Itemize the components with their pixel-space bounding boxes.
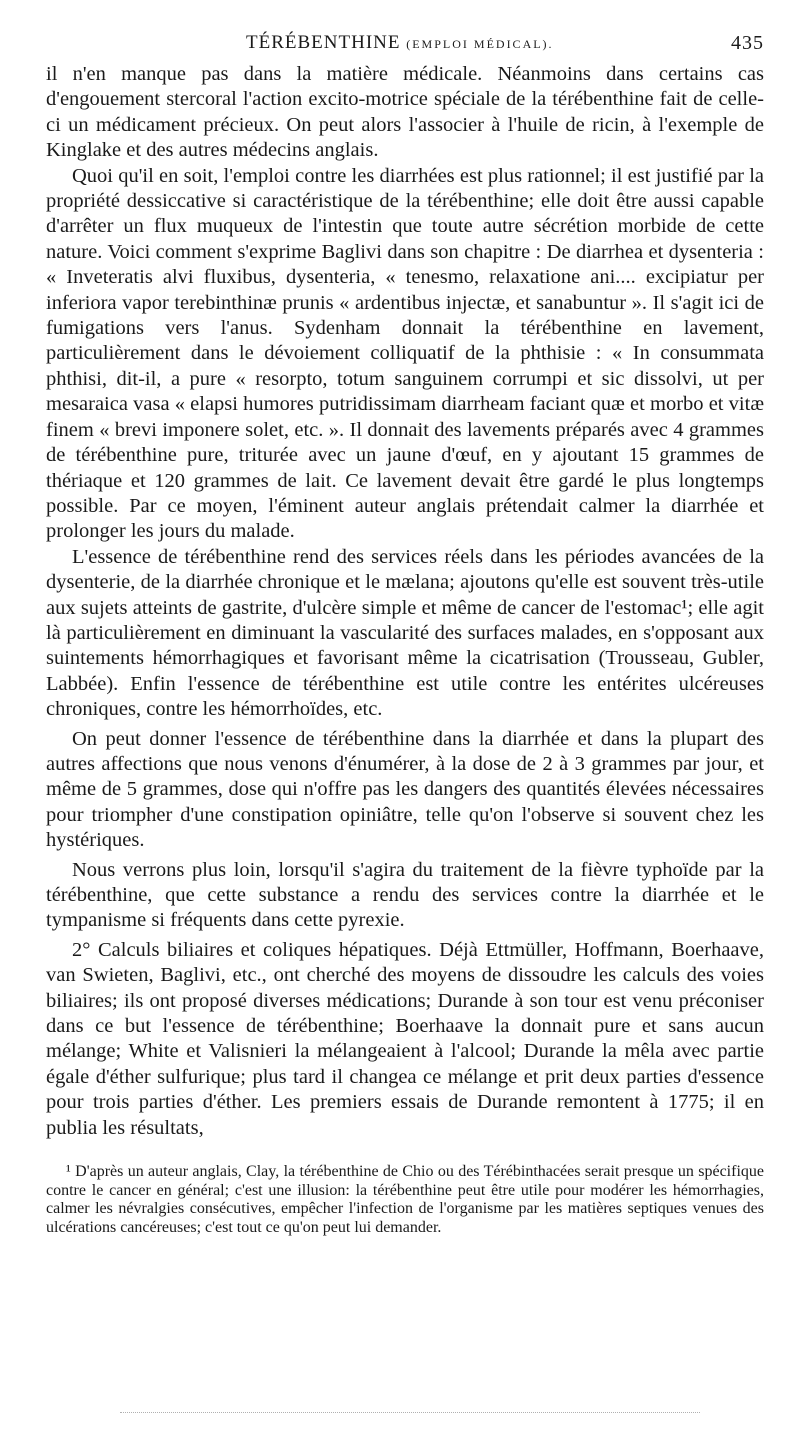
body-text bbox=[46, 62, 764, 1141]
running-title-main: TÉRÉBENTHINE bbox=[246, 32, 401, 53]
running-title-subtitle: (EMPLOI MÉDICAL). bbox=[406, 37, 554, 51]
paragraph: L'essence de térébenthine rend des services réels dans les périodes avancées de la dysenterie, de la diarrhée chronique et le mælana; ajoutons qu'elle est souvent très-utile aux sujets atteints de gastrite, d'ulcère simple et même de cancer de l'estomac¹; elle agit là particulièrement en diminuant la vascularité des surfaces malades, en s'opposant aux suintements hémorrhagiques et favorisant même la cicatrisation (Trousseau, Gubler, Labbée). Enfin l'essence de térébenthine est utile contre les entérites ulcéreuses chroniques, contre les hémorrhoïdes, etc. bbox=[46, 545, 764, 721]
running-title bbox=[246, 32, 554, 54]
paragraph: Nous verrons plus loin, lorsqu'il s'agira du traitement de la fièvre typhoïde par la térébenthine, que cette substance a rendu des services contre la diarrhée et le tympanisme si fréquents dans cette pyrexie. bbox=[46, 858, 764, 932]
paragraph: 2° Calculs biliaires et coliques hépatiques. Déjà Ettmüller, Hoffmann, Boerhaave, van Swieten, Baglivi, etc., ont cherché des moyens de dissoudre les calculs des voies biliaires; ils ont proposé diverses médications; Durande à son tour est venu préconiser dans ce but l'essence de térébenthine; Boerhaave la donnait pure et sans aucun mélange; White et Valisnieri la mélangeaient à l'alcool; Durande la mêla avec partie égale d'éther sulfurique; plus tard il changea ce mélange et prit deux parties d'essence pour trois parties d'éther. Les premiers essais de Durande remontent à 1775; il en publia les résultats, bbox=[46, 938, 764, 1139]
running-header bbox=[46, 28, 764, 62]
footnote-separator bbox=[46, 1141, 764, 1163]
document-page bbox=[46, 28, 764, 1237]
paragraph: On peut donner l'essence de térébenthine dans la diarrhée et dans la plupart des autres affections que nous venons d'énumérer, à la dose de 2 à 3 grammes par jour, et même de 5 grammes, dose qui n'offre pas les dangers des quantités élevées nécessaires pour triompher d'une constipation opiniâtre, telle qu'on l'observe si souvent chez les hystériques. bbox=[46, 727, 764, 852]
page-number: 435 bbox=[731, 32, 764, 54]
page-bottom-marks bbox=[120, 1412, 700, 1415]
footnote: ¹ D'après un auteur anglais, Clay, la térébenthine de Chio ou des Térébinthacées serait presque un spécifique contre le cancer en général; c'est une illusion: la térébenthine peut être utile pour modérer les hémorrhagies, calmer les névralgies consécutives, empêcher l'infection de l'organisme par les matières septiques venues des ulcérations cancéreuses; c'est tout ce qu'on peut lui demander. bbox=[46, 1163, 764, 1236]
paragraph: il n'en manque pas dans la matière médicale. Néanmoins dans certains cas d'engouement stercoral l'action excito-motrice spéciale de la térébenthine fait de celle-ci un médicament précieux. On peut alors l'associer à l'huile de ricin, à l'exemple de Kinglake et des autres médecins anglais. bbox=[46, 63, 764, 162]
paragraph: Quoi qu'il en soit, l'emploi contre les diarrhées est plus rationnel; il est justifié par la propriété dessiccative si caractéristique de la térébenthine; elle doit être aussi capable d'arrêter un flux muqueux de l'intestin que toute autre sécrétion morbide de cette nature. Voici comment s'exprime Baglivi dans son chapitre : De diarrhea et dysenteria : « Inveteratis alvi fluxibus, dysenteria, « tenesmo, relaxatione ani.... excipiatur per inferiora vapor terebinthinæ prunis « ardentibus injectæ, et sanabuntur ». Il s'agit ici de fumigations vers l'anus. Sydenham donnait la térébenthine en lavement, particulièrement dans le dévoiement colliquatif de la phthisie : « In consummata phthisi, dit-il, a pure « resorpto, totum sanguinem corrumpi et sic dissolvi, ut per mesaraica vasa « elapsi humores putridissimam diarrheam faciant quæ et morbo et vitæ finem « brevi imponere solet, etc. ». Il donnait des lavements préparés avec 4 grammes de térébenthine pure, triturée avec un jaune d'œuf, en y ajoutant 15 grammes de thériaque et 120 grammes de lait. Ce lavement devait être gardé le plus longtemps possible. Par ce moyen, l'éminent auteur anglais prétendait calmer la diarrhée et prolonger les jours du malade. bbox=[46, 164, 764, 543]
